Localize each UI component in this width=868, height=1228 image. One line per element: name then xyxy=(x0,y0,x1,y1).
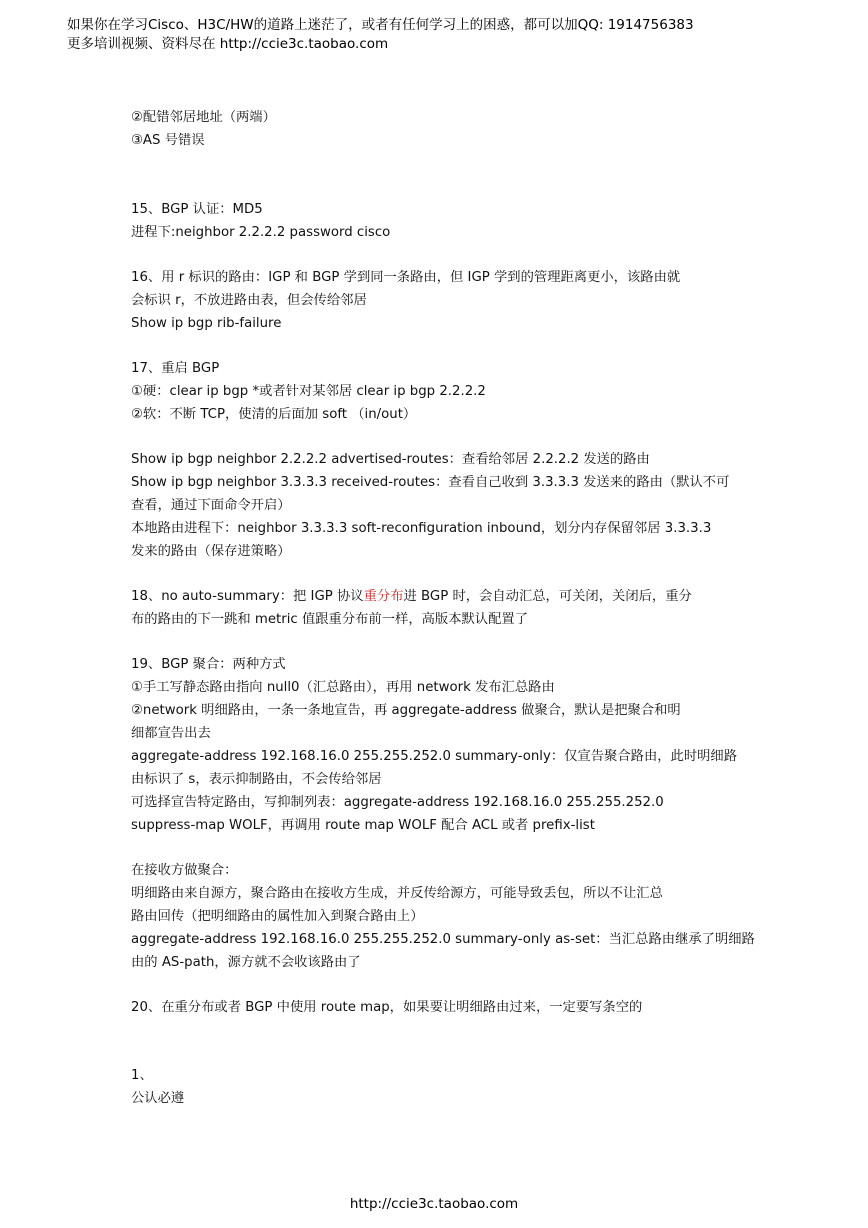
command-line: aggregate-address 192.168.16.0 255.255.252.0 summary-only as-set：当汇总路由继承了明细路 xyxy=(131,932,755,947)
page-footer: http://ccie3c.taobao.com xyxy=(349,1196,519,1212)
text-line: ②network 明细路由，一条一条地宣告，再 aggregate-address 做聚合，默认是把聚合和明 xyxy=(131,703,681,718)
text-line: 在接收方做聚合： xyxy=(131,863,238,878)
text-line: 由标识了 s，表示抑制路由，不会传给邻居 xyxy=(131,772,382,787)
text-line: 查看，通过下面命令开启） xyxy=(131,498,291,513)
text-line: 路由回传（把明细路由的属性加入到聚合路由上） xyxy=(131,909,424,924)
command-line: aggregate-address 192.168.16.0 255.255.252.0 summary-only：仅宣告聚合路由，此时明细路 xyxy=(131,749,738,764)
text-line: 由的 AS-path，源方就不会收该路由了 xyxy=(131,955,361,970)
highlighted-text: 重分布 xyxy=(363,589,404,604)
section-heading-19: 19、BGP 聚合：两种方式 xyxy=(131,657,286,672)
text-line: ②配错邻居地址（两端） xyxy=(131,110,276,125)
section-heading-16: 16、用 r 标识的路由：IGP 和 BGP 学到同一条路由，但 IGP 学到的管理距离更小，该路由就 xyxy=(131,270,681,285)
text-line: 1、 xyxy=(131,1068,153,1083)
text-line: 明细路由来自源方，聚合路由在接收方生成，并反传给源方，可能导致丢包，所以不让汇总 xyxy=(131,886,663,901)
text-line: 本地路由进程下：neighbor 3.3.3.3 soft-reconfiguration inbound，划分内存保留邻居 3.3.3.3 xyxy=(131,521,712,536)
section-heading-20: 20、在重分布或者 BGP 中使用 route map，如果要让明细路由过来，一定要写条空的 xyxy=(131,1000,643,1015)
text-line: ②软：不断 TCP，使清的后面加 soft （in/out） xyxy=(131,407,417,422)
text-run: 18、no auto-summary：把 IGP 协议 xyxy=(131,589,364,604)
text-line: 可选择宣告特定路由，写抑制列表：aggregate-address 192.168.16.0 255.255.252.0 xyxy=(131,795,664,810)
text-line: 布的路由的下一跳和 metric 值跟重分布前一样，高版本默认配置了 xyxy=(131,612,528,627)
page-header xyxy=(67,16,694,54)
section-heading-15: 15、BGP 认证：MD5 xyxy=(131,202,263,217)
text-line: 进程下:neighbor 2.2.2.2 password cisco xyxy=(131,225,391,240)
section-heading-17: 17、重启 BGP xyxy=(131,361,220,376)
text-line: 细都宣告出去 xyxy=(131,726,211,741)
command-line: suppress-map WOLF，再调用 route map WOLF 配合 ACL 或者 prefix-list xyxy=(131,818,595,833)
text-line: 发来的路由（保存进策略） xyxy=(131,544,291,559)
command-line: Show ip bgp neighbor 3.3.3.3 received-routes：查看自己收到 3.3.3.3 发送来的路由（默认不可 xyxy=(131,475,730,490)
text-line: 公认必遵 xyxy=(131,1091,185,1106)
command-line: Show ip bgp rib-failure xyxy=(131,316,282,331)
header-line-2: 更多培训视频、资料尽在 http://ccie3c.taobao.com xyxy=(67,36,389,52)
section-heading-18 xyxy=(131,586,692,609)
text-line: 会标识 r，不放进路由表，但会传给邻居 xyxy=(131,293,367,308)
text-line: ①手工写静态路由指向 null0（汇总路由），再用 network 发布汇总路由 xyxy=(131,680,555,695)
text-line: ①硬：clear ip bgp *或者针对某邻居 clear ip bgp 2.2.2.2 xyxy=(131,384,486,399)
text-line: ③AS 号错误 xyxy=(131,133,205,148)
header-line-1: 如果你在学习Cisco、H3C/HW的道路上迷茫了，或者有任何学习上的困惑，都可以加QQ: 1914756383 xyxy=(67,17,694,33)
text-run: 进 BGP 时，会自动汇总，可关闭，关闭后，重分 xyxy=(403,589,692,604)
command-line: Show ip bgp neighbor 2.2.2.2 advertised-routes：查看给邻居 2.2.2.2 发送的路由 xyxy=(131,452,650,467)
